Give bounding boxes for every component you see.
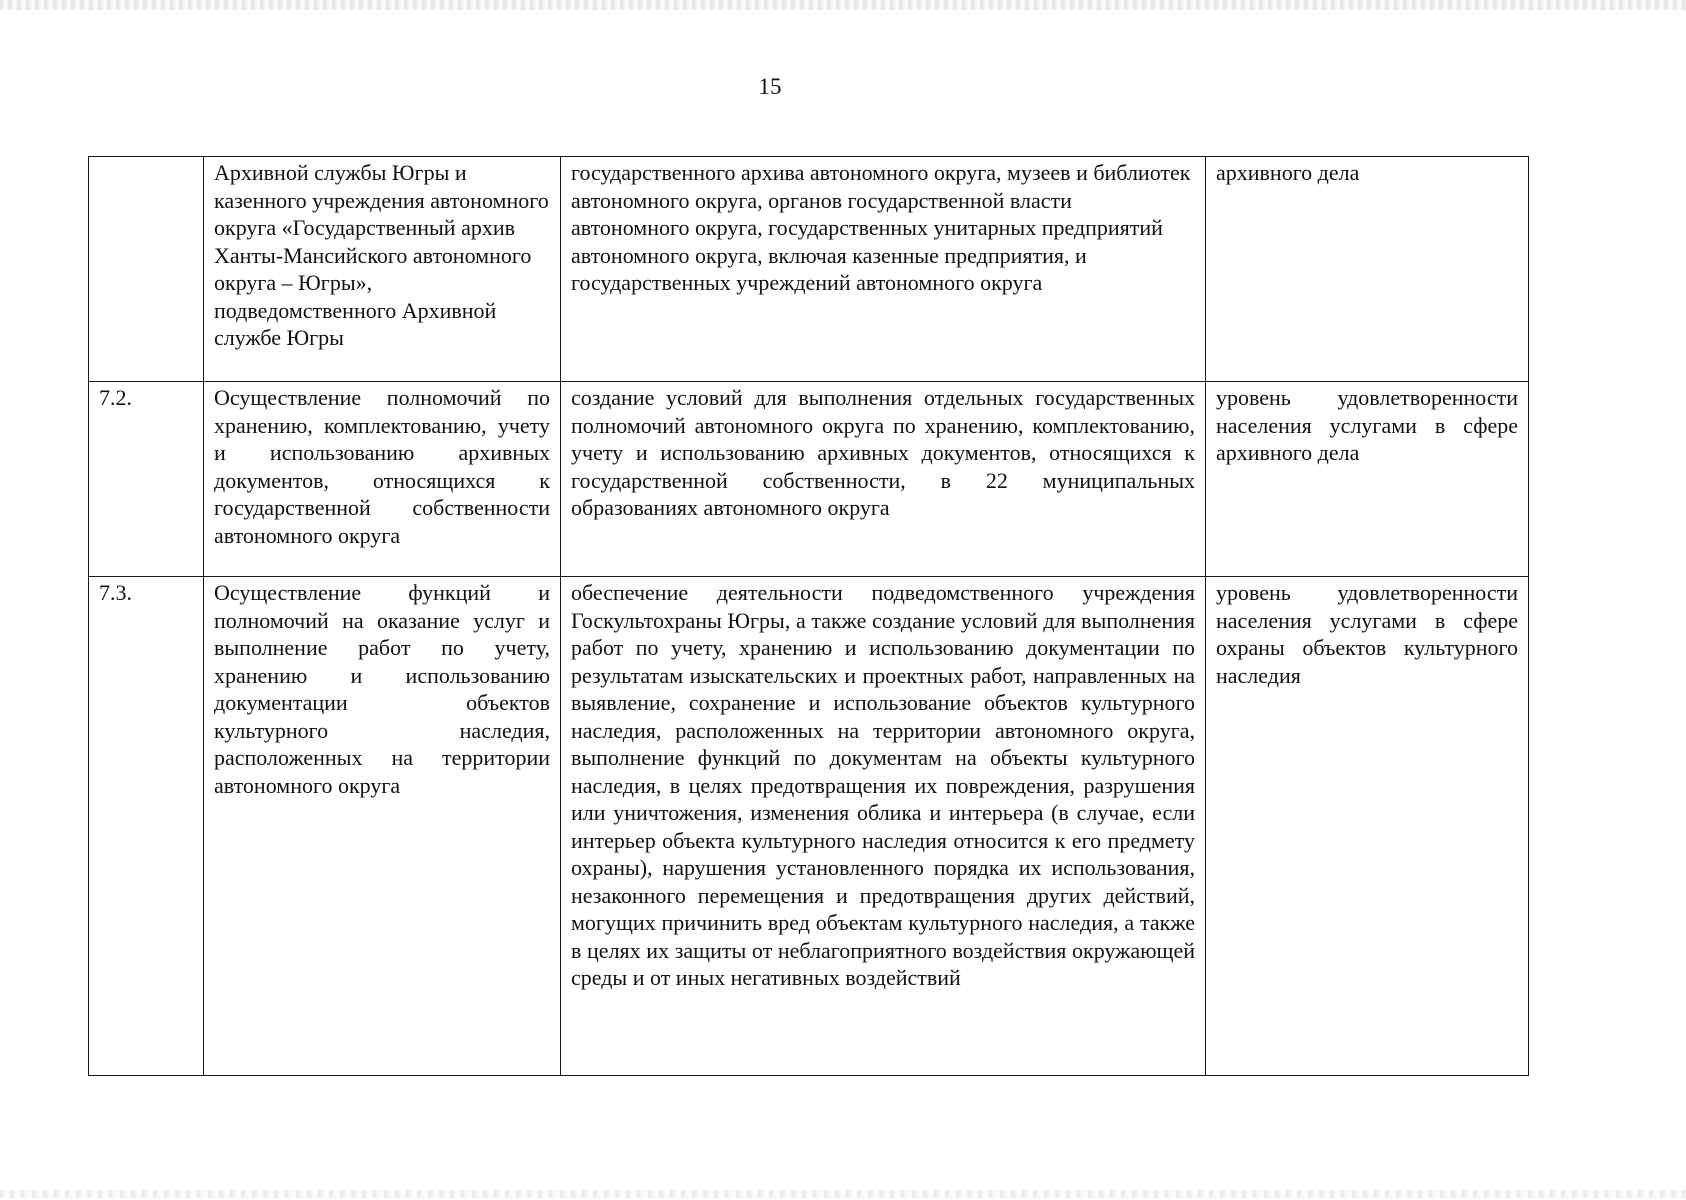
table-row-7-2 [89, 382, 1529, 577]
activity-name-cell: Осуществление функций и полномочий на оказание услуг и выполнение работ по учету, хранению и использованию документации объектов культурного наследия, расположенных на территории автономного округа [204, 577, 561, 1076]
table-row-7-3 [89, 577, 1529, 1076]
indicator-cell: уровень удовлетворенности населения услугами в сфере архивного дела [1206, 382, 1529, 577]
activity-name-cell: Архивной службы Югры и казенного учреждения автономного округа «Государственный архив Ханты-Мансийского автономного округа – Югры», подведомственного Архивной службе Югры [204, 157, 561, 382]
document-table [88, 156, 1529, 1076]
activity-content-cell: государственного архива автономного округа, музеев и библиотек автономного округа, органов государственной власти автономного округа, государственных унитарных предприятий автономного округа, включая казенные предприятия, и государственных учреждений автономного округа [561, 157, 1206, 382]
row-number-cell: 7.2. [89, 382, 204, 577]
activity-content-cell: обеспечение деятельности подведомственного учреждения Госкультохраны Югры, а также создание условий для выполнения работ по учету, хранению и использованию документации по результатам изыскательских и проектных работ, направленных на выявление, сохранение и использование объектов культурного наследия, расположенных на территории автономного округа, выполнение функций по документам на объекты культурного наследия, в целях предотвращения их повреждения, разрушения или уничтожения, изменения облика и интерьера (в случае, если интерьер объекта культурного наследия относится к его предмету охраны), нарушения установленного порядка их использования, незаконного перемещения и предотвращения других действий, могущих причинить вред объектам культурного наследия, а также в целях их защиты от неблагоприятного воздействия окружающей среды и от иных негативных воздействий [561, 577, 1206, 1076]
indicator-cell: архивного дела [1206, 157, 1529, 382]
scan-edge-bottom [0, 1190, 1686, 1198]
activity-content-cell: создание условий для выполнения отдельных государственных полномочий автономного округа по хранению, комплектованию, учету и использованию архивных документов, относящихся к государственной собственности, в 22 муниципальных образованиях автономного округа [561, 382, 1206, 577]
activity-name-cell: Осуществление полномочий по хранению, комплектованию, учету и использованию архивных документов, относящихся к государственной собственности автономного округа [204, 382, 561, 577]
row-number-cell: 7.3. [89, 577, 204, 1076]
indicator-cell: уровень удовлетворенности населения услугами в сфере охраны объектов культурного наследия [1206, 577, 1529, 1076]
table-row-continuation [89, 157, 1529, 382]
page-number: 15 [758, 74, 782, 99]
scan-edge-top [0, 0, 1686, 10]
row-number-cell [89, 157, 204, 382]
